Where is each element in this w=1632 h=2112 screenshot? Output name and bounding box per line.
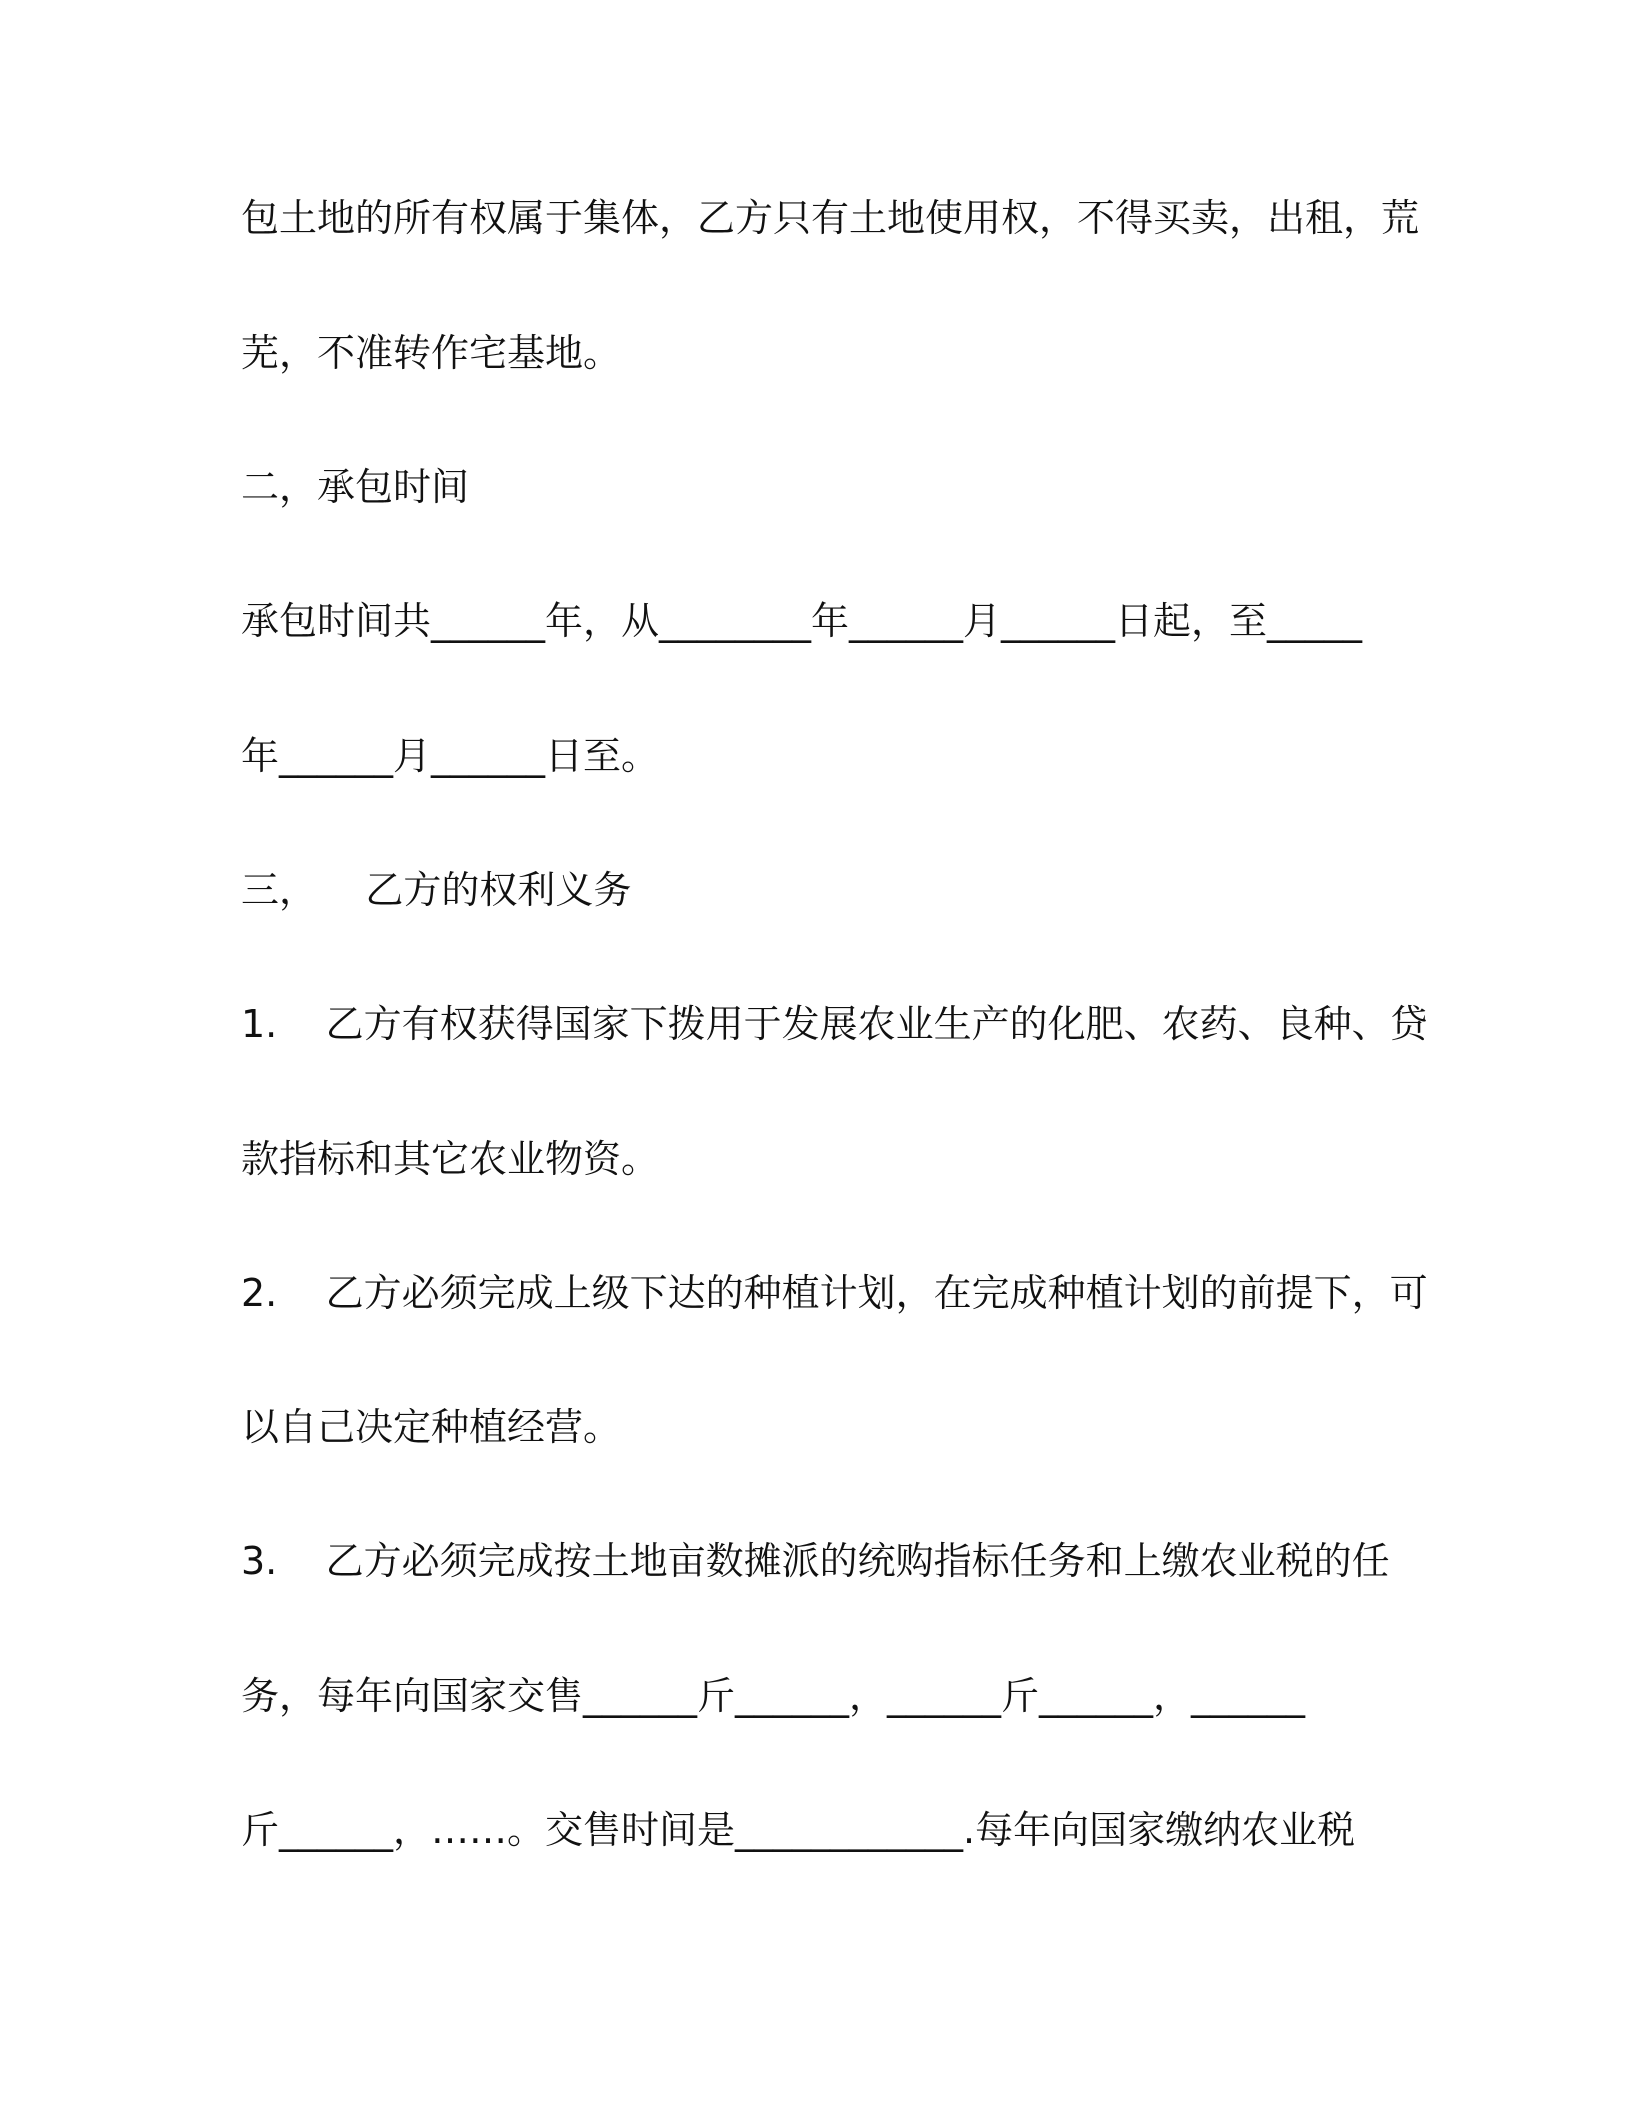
list-item-3-line-3: 斤______，……。交售时间是____________.每年向国家缴纳农业税 (241, 1808, 1356, 1852)
text-line-1: 包土地的所有权属于集体，乙方只有土地使用权，不得买卖，出租，荒 (241, 196, 1420, 240)
list-item-2-line-1: 2. 乙方必须完成上级下达的种植计划，在完成种植计划的前提下，可 (241, 1271, 1428, 1315)
section-heading-2: 二，承包时间 (241, 465, 470, 509)
text-line-2: 芜，不准转作宅基地。 (241, 331, 622, 375)
text-line-4: 年______月______日至。 (241, 734, 660, 778)
list-item-1-line-1: 1. 乙方有权获得国家下拨用于发展农业生产的化肥、农药、良种、贷 (241, 1002, 1428, 1046)
list-item-1-line-2: 款指标和其它农业物资。 (241, 1137, 660, 1181)
list-item-2-line-2: 以自己决定种植经营。 (241, 1405, 622, 1449)
list-item-3-line-2: 务，每年向国家交售______斤______，______斤______，______ (241, 1674, 1306, 1718)
list-item-3-line-1: 3. 乙方必须完成按土地亩数摊派的统购指标任务和上缴农业税的任 (241, 1539, 1390, 1583)
section-heading-3: 三， 乙方的权利义务 (241, 868, 632, 912)
text-line-3: 承包时间共______年，从________年______月______日起，至_____ (241, 599, 1363, 643)
